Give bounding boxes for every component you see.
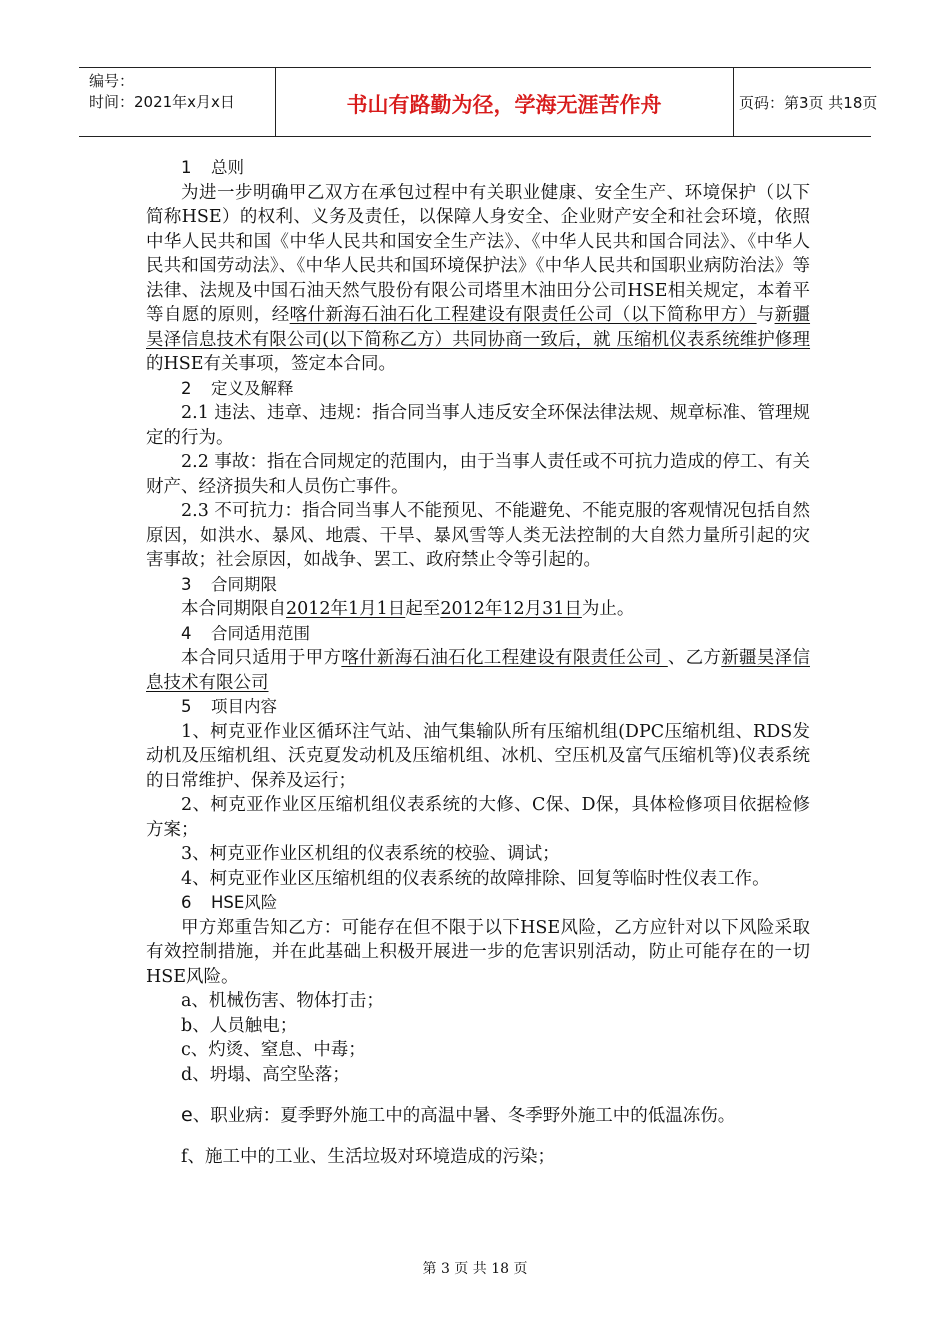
section-heading-1: 1 总则 <box>181 158 244 177</box>
party-a-name: 喀什新海石油石化工程建设有限责任公司（以下简称甲方） <box>289 305 757 325</box>
project-name: 压缩机仪表系统维护修理 <box>610 329 811 350</box>
page-header <box>79 67 878 137</box>
risk-intro: 甲方郑重告知乙方：可能存在但不限于以下HSE风险，乙方应针对以下风险采取有效控制措施，并在此基础上积极开展进一步的危害识别活动，防止可能存在的一切HSE风险。 <box>146 917 810 987</box>
header-slogan-cell <box>275 68 734 136</box>
section-heading-3: 3 合同期限 <box>181 574 277 594</box>
slogan: 书山有路勤为径，学海无涯苦作舟 <box>346 93 662 117</box>
party-b-name: 新疆昊泽信息技术有限公司 <box>146 305 811 350</box>
page-label: 页码：第3页 共18页 <box>739 94 878 112</box>
definition-2-3: 2.3 不可抗力：指合同当事人不能预见、不能避免、不能克服的客观情况包括自然原因，如洪水、暴风、地震、干旱、暴风雪等人类无法控制的大自然力量所引起的灾害事故；社会原因，如战争、罢工、政府禁止令等引起的。 <box>146 501 810 570</box>
section-heading-5: 5 项目内容 <box>181 697 277 716</box>
risk-e: e、职业病：夏季野外施工中的高温中暑、冬季野外施工中的低温冻伤。 <box>181 1104 736 1126</box>
risk-c: c、灼烫、窒息、中毒； <box>181 1040 366 1060</box>
project-item-3: 3、柯克亚作业区机组的仪表系统的校验、调试； <box>181 844 560 864</box>
risk-b: b、人员触电； <box>181 1015 298 1036</box>
risk-a: a、机械伤害、物体打击； <box>181 991 384 1011</box>
header-info-cell <box>79 68 276 136</box>
contract-scope: 本合同只适用于甲方喀什新海石油石化工程建设有限责任公司 、乙方新疆昊泽信息技术有限公司 <box>146 648 810 693</box>
project-item-1: 1、柯克亚作业区循环注气站、油气集输队所有压缩机组(DPC压缩机组、RDS发动机及压缩机组、沃克夏发动机及压缩机组、冰机、空压机及富气压缩机等)仪表系统的日常维护、保养及运行； <box>146 721 810 791</box>
section-heading-4: 4 合同适用范围 <box>181 623 310 643</box>
scope-party-b: 新疆昊泽信息技术有限公司 <box>146 648 810 693</box>
time-label: 时间：2021年x月x日 <box>89 93 235 111</box>
end-date: 2012年12月31日 <box>440 599 582 619</box>
section-heading-2: 2 定义及解释 <box>181 378 294 398</box>
project-item-4: 4、柯克亚作业区压缩机组的仪表系统的故障排除、回复等临时性仪表工作。 <box>181 868 770 889</box>
section-1-paragraph: 为进一步明确甲乙双方在承包过程中有关职业健康、安全生产、环境保护（以下简称HSE）的权利、义务及责任，以保障人身安全、企业财产安全和社会环境，依照中华人民共和国《中华人民共和国安全生产法》、《中华人民共和国合同法》、《中华人民共和国劳动法》、《中华人民共和国环境保护法》《中华人民共和国职业病防治法》等法律、法规及中国石油天然气股份有限公司塔里木油田分公司HSE相关规定，本着平等自愿的原则，经喀什新海石油石化工程建设有限责任公司（以下简称甲方）与新疆昊泽信息技术有限公司(以下简称乙方）共同协商一致后，就 压缩机仪表系统维护修理的HSE有关事项，签定本合同。 <box>146 182 811 374</box>
risk-d: d、坍塌、高空坠落； <box>181 1064 350 1085</box>
scope-party-a: 喀什新海石油石化工程建设有限责任公司 <box>341 648 668 668</box>
section-heading-6: 6 HSE风险 <box>181 893 278 912</box>
project-item-2: 2、柯克亚作业区压缩机组仪表系统的大修、C保、D保，具体检修项目依据检修方案； <box>146 795 810 840</box>
definition-2-1: 2.1 违法、违章、违规：指合同当事人违反安全环保法律法规、规章标准、管理规定的行为。 <box>146 403 810 448</box>
risk-f: f、施工中的工业、生活垃圾对环境造成的污染； <box>181 1146 555 1167</box>
start-date: 2012年1月1日 <box>286 599 406 619</box>
definition-2-2: 2.2 事故：指在合同规定的范围内，由于当事人责任或不可抗力造成的停工、有关财产、经济损失和人员伤亡事件。 <box>146 452 810 497</box>
contract-period: 本合同期限自2012年1月1日起至2012年12月31日为止。 <box>181 599 635 619</box>
code-label: 编号： <box>89 72 135 90</box>
page-footer: 第 3 页 共 18 页 <box>422 1261 528 1277</box>
document-body <box>146 156 810 1169</box>
header-page-cell <box>733 68 878 136</box>
